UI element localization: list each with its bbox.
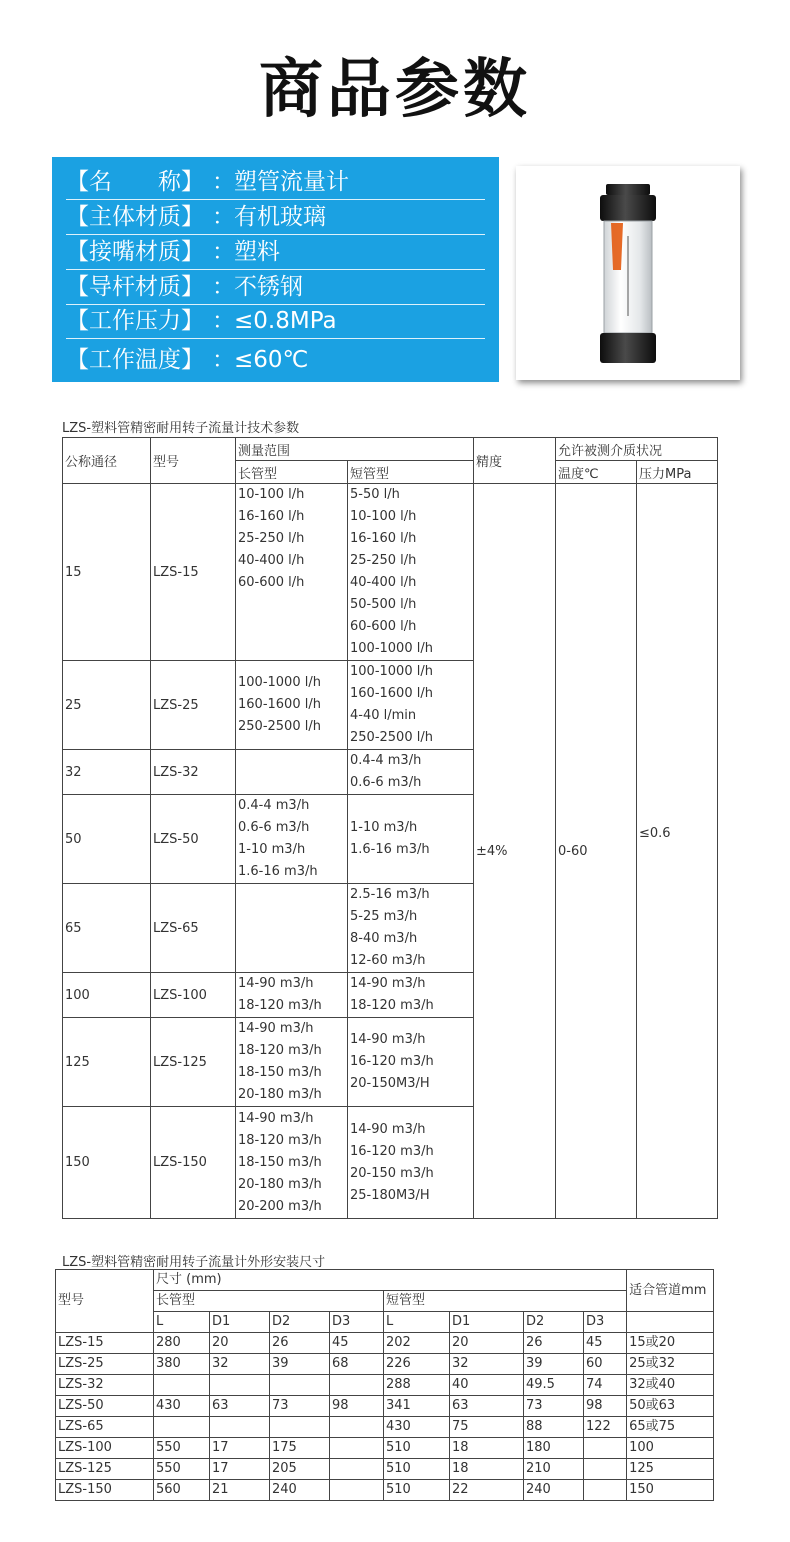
spec-row-working-temperature bbox=[66, 343, 485, 377]
col-header-pressure: 压力MPa bbox=[637, 461, 718, 484]
range-line: 1-10 m3/h bbox=[350, 820, 418, 835]
cell-long-range bbox=[236, 795, 348, 884]
table-row bbox=[56, 1396, 714, 1417]
range-line: 160-1600 l/h bbox=[238, 697, 321, 712]
cell-short-range bbox=[348, 884, 474, 973]
range-line: 40-400 l/h bbox=[350, 575, 417, 590]
dim-cell: 50或63 bbox=[627, 1396, 714, 1417]
range-line: 12-60 m3/h bbox=[350, 953, 426, 968]
range-line: 160-1600 l/h bbox=[350, 686, 433, 701]
tech-table-title: LZS-塑料管精密耐用转子流量计技术参数 bbox=[62, 421, 300, 436]
table-header-row bbox=[63, 438, 718, 461]
range-line: 16-160 l/h bbox=[238, 509, 305, 524]
cell-nominal: 150 bbox=[63, 1107, 151, 1219]
dim-cell: 98 bbox=[584, 1396, 627, 1417]
dim-cell: 15或20 bbox=[627, 1333, 714, 1354]
range-line: 1-10 m3/h bbox=[238, 842, 306, 857]
range-line: 60-600 l/h bbox=[350, 619, 417, 634]
dim-cell: LZS-100 bbox=[56, 1438, 154, 1459]
dim-cell: 20 bbox=[210, 1333, 270, 1354]
cell-short-range bbox=[348, 484, 474, 661]
dim-cell: 26 bbox=[270, 1333, 330, 1354]
dim-cell: 430 bbox=[154, 1396, 210, 1417]
spec-label: 【接嘴材质】 bbox=[66, 239, 204, 265]
dim-cell bbox=[270, 1417, 330, 1438]
range-line: 0.6-6 m3/h bbox=[350, 775, 422, 790]
dim-cell: 125 bbox=[627, 1459, 714, 1480]
dim-header-row bbox=[56, 1291, 714, 1312]
range-line: 10-100 l/h bbox=[350, 509, 417, 524]
dim-col-short: 短管型 bbox=[384, 1291, 627, 1312]
dim-cell: 65或75 bbox=[627, 1417, 714, 1438]
flowmeter-product-image bbox=[516, 166, 740, 380]
dim-cell: 63 bbox=[450, 1396, 524, 1417]
spec-sep: ： bbox=[212, 274, 235, 300]
dim-cell bbox=[584, 1438, 627, 1459]
dim-subheader-row bbox=[56, 1312, 714, 1333]
range-line: 0.6-6 m3/h bbox=[238, 820, 310, 835]
dim-cell bbox=[330, 1480, 384, 1501]
dim-cell: LZS-15 bbox=[56, 1333, 154, 1354]
dim-cell: 341 bbox=[384, 1396, 450, 1417]
cell-long-range bbox=[236, 661, 348, 750]
dim-col-pipe-empty bbox=[627, 1312, 714, 1333]
top-cap bbox=[606, 184, 650, 195]
dim-cell: 25或32 bbox=[627, 1354, 714, 1375]
spec-label: 【主体材质】 bbox=[66, 204, 204, 230]
dim-cell: LZS-65 bbox=[56, 1417, 154, 1438]
product-image-card bbox=[516, 166, 740, 380]
dim-cell bbox=[210, 1375, 270, 1396]
spec-label: 【工作压力】 bbox=[66, 308, 204, 334]
spec-panel bbox=[52, 157, 499, 382]
dim-cell: 510 bbox=[384, 1459, 450, 1480]
dim-cell: 98 bbox=[330, 1396, 384, 1417]
dim-cell: 280 bbox=[154, 1333, 210, 1354]
cell-long-range bbox=[236, 750, 348, 795]
range-line: 50-500 l/h bbox=[350, 597, 417, 612]
cell-long-range bbox=[236, 884, 348, 973]
range-line: 20-150 m3/h bbox=[350, 1165, 434, 1181]
spec-row-name bbox=[66, 165, 485, 200]
dim-cell: 510 bbox=[384, 1438, 450, 1459]
dim-cell: 73 bbox=[524, 1396, 584, 1417]
cell-model: LZS-125 bbox=[151, 1018, 236, 1107]
range-line: 250-2500 l/h bbox=[238, 719, 321, 734]
dim-cell: 18 bbox=[450, 1438, 524, 1459]
range-line: 16-160 l/h bbox=[350, 531, 417, 546]
spec-row-rod-material bbox=[66, 270, 485, 305]
cell-short-range bbox=[348, 661, 474, 750]
range-line: 10-100 l/h bbox=[238, 487, 305, 502]
range-line: 5-50 l/h bbox=[350, 487, 400, 502]
range-line: 18-150 m3/h bbox=[238, 1154, 322, 1170]
dim-cell: 122 bbox=[584, 1417, 627, 1438]
dim-cell: LZS-125 bbox=[56, 1459, 154, 1480]
cell-short-range bbox=[348, 1107, 474, 1219]
range-line: 18-120 m3/h bbox=[238, 1132, 322, 1148]
range-line: 20-150M3/H bbox=[350, 1076, 430, 1091]
cell-nominal: 65 bbox=[63, 884, 151, 973]
range-line: 20-180 m3/h bbox=[238, 1176, 322, 1192]
cell-long-range bbox=[236, 484, 348, 661]
dim-cell: LZS-25 bbox=[56, 1354, 154, 1375]
dim-cell bbox=[210, 1417, 270, 1438]
range-line: 40-400 l/h bbox=[238, 553, 305, 568]
range-line: 100-1000 l/h bbox=[350, 641, 433, 656]
dim-cell: 288 bbox=[384, 1375, 450, 1396]
range-line: 100-1000 l/h bbox=[238, 675, 321, 690]
dim-table-title: LZS-塑料管精密耐用转子流量计外形安装尺寸 bbox=[62, 1255, 326, 1270]
dim-cell: 20 bbox=[450, 1333, 524, 1354]
dim-cell: 550 bbox=[154, 1438, 210, 1459]
cell-nominal: 50 bbox=[63, 795, 151, 884]
dim-col-long: 长管型 bbox=[154, 1291, 384, 1312]
cell-long-range bbox=[236, 1018, 348, 1107]
dimension-table bbox=[55, 1269, 714, 1501]
table-row bbox=[56, 1480, 714, 1501]
page-title: 商品参数 bbox=[259, 53, 531, 127]
dim-cell: 205 bbox=[270, 1459, 330, 1480]
spec-sep: ： bbox=[212, 347, 235, 373]
range-line: 14-90 m3/h bbox=[238, 976, 314, 991]
dim-cell: 100 bbox=[627, 1438, 714, 1459]
range-line: 1.6-16 m3/h bbox=[238, 864, 318, 879]
dim-cell: 226 bbox=[384, 1354, 450, 1375]
col-header-nominal: 公称通径 bbox=[63, 438, 151, 484]
col-header-range: 测量范围 bbox=[236, 438, 474, 461]
range-line: 14-90 m3/h bbox=[350, 1032, 426, 1047]
table-row bbox=[56, 1333, 714, 1354]
dim-cell: 74 bbox=[584, 1375, 627, 1396]
range-line: 4-40 l/min bbox=[350, 708, 417, 723]
dim-cell: 63 bbox=[210, 1396, 270, 1417]
cell-short-range bbox=[348, 750, 474, 795]
dim-cell: 550 bbox=[154, 1459, 210, 1480]
cell-model: LZS-15 bbox=[151, 484, 236, 661]
dim-cell bbox=[584, 1480, 627, 1501]
cell-model: LZS-50 bbox=[151, 795, 236, 884]
dim-cell: 240 bbox=[524, 1480, 584, 1501]
range-line: 18-120 m3/h bbox=[238, 998, 322, 1013]
spec-sep: ： bbox=[212, 308, 235, 334]
table-row bbox=[56, 1354, 714, 1375]
range-line: 60-600 l/h bbox=[238, 575, 305, 590]
dim-cell: 75 bbox=[450, 1417, 524, 1438]
range-line: 2.5-16 m3/h bbox=[350, 887, 430, 902]
dim-cell: 45 bbox=[584, 1333, 627, 1354]
range-line: 1.6-16 m3/h bbox=[350, 842, 430, 857]
range-line: 100-1000 l/h bbox=[350, 664, 433, 679]
dim-cell bbox=[330, 1417, 384, 1438]
dim-cell: 510 bbox=[384, 1480, 450, 1501]
dim-cell bbox=[330, 1438, 384, 1459]
tech-spec-table bbox=[62, 437, 718, 1219]
dim-col-long-l: L bbox=[154, 1312, 210, 1333]
dim-cell: 39 bbox=[524, 1354, 584, 1375]
dim-col-short-d1: D1 bbox=[450, 1312, 524, 1333]
dim-cell: 180 bbox=[524, 1438, 584, 1459]
range-line: 25-250 l/h bbox=[238, 531, 305, 546]
spec-sep: ： bbox=[212, 204, 235, 230]
spec-value: ≤60℃ bbox=[234, 347, 309, 373]
dim-cell: 26 bbox=[524, 1333, 584, 1354]
cell-nominal: 25 bbox=[63, 661, 151, 750]
dim-cell bbox=[154, 1417, 210, 1438]
dim-cell: 32 bbox=[450, 1354, 524, 1375]
dim-cell: 45 bbox=[330, 1333, 384, 1354]
float-indicator bbox=[611, 223, 623, 270]
dim-cell: 73 bbox=[270, 1396, 330, 1417]
dim-col-size: 尺寸 (mm) bbox=[154, 1270, 627, 1291]
dim-col-short-d3: D3 bbox=[584, 1312, 627, 1333]
dim-cell: 17 bbox=[210, 1459, 270, 1480]
dim-cell: 430 bbox=[384, 1417, 450, 1438]
dim-col-long-d3: D3 bbox=[330, 1312, 384, 1333]
dim-col-pipe: 适合管道mm bbox=[627, 1270, 714, 1312]
range-line: 20-200 m3/h bbox=[238, 1198, 322, 1214]
range-line: 25-250 l/h bbox=[350, 553, 417, 568]
cell-long-range bbox=[236, 973, 348, 1018]
spec-sep: ： bbox=[212, 239, 235, 265]
dim-cell bbox=[584, 1459, 627, 1480]
dim-cell: 380 bbox=[154, 1354, 210, 1375]
dim-cell bbox=[270, 1375, 330, 1396]
dim-cell: 32 bbox=[210, 1354, 270, 1375]
cell-short-range bbox=[348, 795, 474, 884]
range-line: 14-90 m3/h bbox=[350, 976, 426, 991]
spec-row-working-pressure bbox=[66, 304, 485, 339]
table-row bbox=[63, 484, 718, 661]
dim-cell: 17 bbox=[210, 1438, 270, 1459]
col-header-long: 长管型 bbox=[236, 461, 348, 484]
cell-model: LZS-25 bbox=[151, 661, 236, 750]
spec-row-connector-material bbox=[66, 235, 485, 270]
cell-short-range bbox=[348, 1018, 474, 1107]
cell-model: LZS-32 bbox=[151, 750, 236, 795]
dim-cell: 40 bbox=[450, 1375, 524, 1396]
range-line: 16-120 m3/h bbox=[350, 1143, 434, 1159]
cell-temperature: 0-60 bbox=[556, 484, 637, 1219]
bottom-flange bbox=[600, 333, 656, 363]
range-line: 16-120 m3/h bbox=[350, 1054, 434, 1069]
dim-cell: 88 bbox=[524, 1417, 584, 1438]
dim-cell: LZS-50 bbox=[56, 1396, 154, 1417]
cell-nominal: 125 bbox=[63, 1018, 151, 1107]
col-header-temp: 温度℃ bbox=[556, 461, 637, 484]
dim-cell: 68 bbox=[330, 1354, 384, 1375]
cell-model: LZS-100 bbox=[151, 973, 236, 1018]
cell-long-range bbox=[236, 1107, 348, 1219]
col-header-medium: 允许被测介质状况 bbox=[556, 438, 718, 461]
col-header-short: 短管型 bbox=[348, 461, 474, 484]
col-header-model: 型号 bbox=[151, 438, 236, 484]
dim-cell: LZS-32 bbox=[56, 1375, 154, 1396]
cell-nominal: 32 bbox=[63, 750, 151, 795]
dim-cell: 39 bbox=[270, 1354, 330, 1375]
spec-label: 【导杆材质】 bbox=[66, 274, 204, 300]
spec-value: 塑管流量计 bbox=[234, 169, 349, 195]
dim-cell: 32或40 bbox=[627, 1375, 714, 1396]
table-row bbox=[56, 1459, 714, 1480]
cell-model: LZS-65 bbox=[151, 884, 236, 973]
range-line: 18-120 m3/h bbox=[350, 998, 434, 1013]
dim-cell bbox=[330, 1459, 384, 1480]
spec-row-body-material bbox=[66, 200, 485, 235]
dim-col-short-l: L bbox=[384, 1312, 450, 1333]
range-line: 25-180M3/H bbox=[350, 1187, 430, 1203]
dim-cell: 18 bbox=[450, 1459, 524, 1480]
range-line: 14-90 m3/h bbox=[350, 1121, 426, 1137]
dim-cell bbox=[330, 1375, 384, 1396]
dim-cell: 21 bbox=[210, 1480, 270, 1501]
dim-cell: 49.5 bbox=[524, 1375, 584, 1396]
spec-value: 有机玻璃 bbox=[234, 204, 326, 230]
range-line: 18-120 m3/h bbox=[238, 1043, 322, 1058]
cell-pressure: ≤0.6 bbox=[637, 484, 718, 1219]
dim-cell: 175 bbox=[270, 1438, 330, 1459]
dim-cell: 22 bbox=[450, 1480, 524, 1501]
cell-accuracy: ±4% bbox=[474, 484, 556, 1219]
dim-col-long-d1: D1 bbox=[210, 1312, 270, 1333]
range-line: 20-180 m3/h bbox=[238, 1087, 322, 1102]
table-row bbox=[56, 1417, 714, 1438]
table-row bbox=[56, 1375, 714, 1396]
dim-cell: 560 bbox=[154, 1480, 210, 1501]
range-line: 0.4-4 m3/h bbox=[350, 753, 422, 768]
range-line: 8-40 m3/h bbox=[350, 931, 418, 946]
col-header-accuracy: 精度 bbox=[474, 438, 556, 484]
range-line: 14-90 m3/h bbox=[238, 1021, 314, 1036]
dim-header-row bbox=[56, 1270, 714, 1291]
dim-cell: LZS-150 bbox=[56, 1480, 154, 1501]
spec-value: 不锈钢 bbox=[234, 274, 303, 300]
spec-label: 【名 称】 bbox=[66, 169, 204, 195]
dim-cell: 202 bbox=[384, 1333, 450, 1354]
cell-model: LZS-150 bbox=[151, 1107, 236, 1219]
dim-cell: 210 bbox=[524, 1459, 584, 1480]
spec-label: 【工作温度】 bbox=[66, 347, 204, 373]
dim-col-short-d2: D2 bbox=[524, 1312, 584, 1333]
dim-cell: 150 bbox=[627, 1480, 714, 1501]
range-line: 250-2500 l/h bbox=[350, 730, 433, 745]
dim-cell: 60 bbox=[584, 1354, 627, 1375]
spec-value: 塑料 bbox=[234, 239, 280, 265]
range-line: 14-90 m3/h bbox=[238, 1110, 314, 1126]
dim-col-long-d2: D2 bbox=[270, 1312, 330, 1333]
range-line: 5-25 m3/h bbox=[350, 909, 418, 924]
range-line: 18-150 m3/h bbox=[238, 1065, 322, 1080]
top-flange bbox=[600, 195, 656, 221]
cell-nominal: 100 bbox=[63, 973, 151, 1018]
spec-value: ≤0.8MPa bbox=[234, 308, 337, 334]
table-row bbox=[56, 1438, 714, 1459]
dim-col-model: 型号 bbox=[56, 1270, 154, 1333]
cell-short-range bbox=[348, 973, 474, 1018]
spec-sep: ： bbox=[212, 169, 235, 195]
range-line: 0.4-4 m3/h bbox=[238, 798, 310, 813]
cell-nominal: 15 bbox=[63, 484, 151, 661]
dim-cell: 240 bbox=[270, 1480, 330, 1501]
dim-cell bbox=[154, 1375, 210, 1396]
